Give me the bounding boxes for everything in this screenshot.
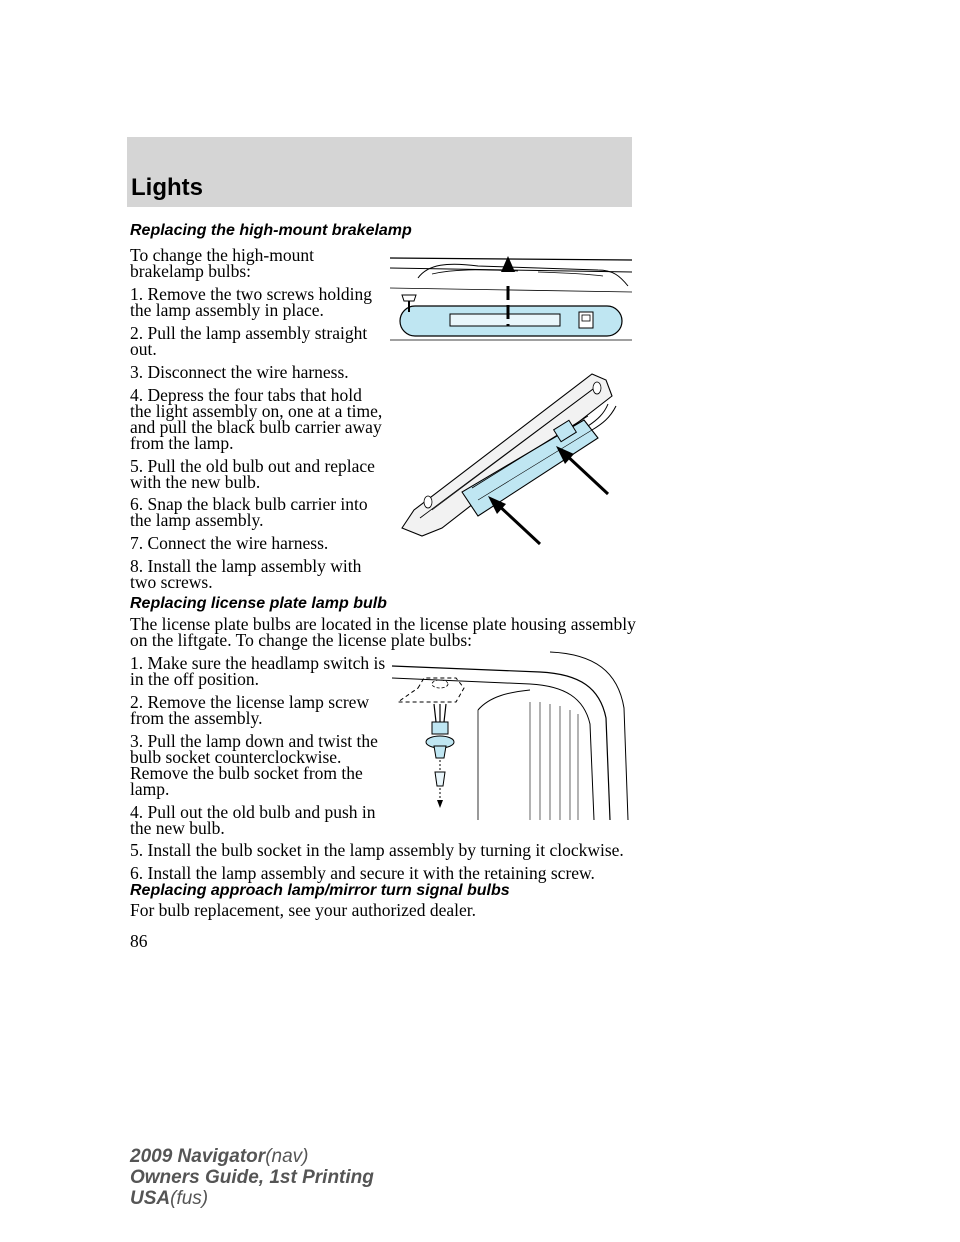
page-number: 86 <box>130 931 148 951</box>
step-5: 5. Pull the old bulb out and replace with the new bulb. <box>130 456 375 492</box>
heading-approach-lamp: Replacing approach lamp/mirror turn signal bulbs <box>130 882 510 899</box>
heading-high-mount-brakelamp: Replacing the high-mount brakelamp <box>130 222 412 239</box>
intro-brakelamp: To change the high-mount brakelamp bulbs: <box>130 245 314 281</box>
step-1: 1. Remove the two screws holding the lamp assembly in place. <box>130 284 373 320</box>
intro-license-plate: The license plate bulbs are located in the license plate housing assembly on the liftgate. To change the license plate bulbs: <box>130 614 636 650</box>
document-footer: 2009 Navigator(nav) Owners Guide, 1st Printing USA(fus) <box>130 1146 374 1209</box>
license-step-1: 1. Make sure the headlamp switch is in the off position. <box>130 653 386 689</box>
brakelamp-removal-illustration <box>388 248 634 346</box>
step-4: 4. Depress the four tabs that hold the light assembly on, one at a time, and pull the black bulb carrier away from the lamp. <box>130 385 383 453</box>
approach-lamp-text: For bulb replacement, see your authorized dealer. <box>130 900 476 920</box>
heading-license-plate-lamp: Replacing license plate lamp bulb <box>130 595 387 612</box>
license-step-6: 6. Install the lamp assembly and secure it with the retaining screw. <box>130 863 595 883</box>
step-3: 3. Disconnect the wire harness. <box>130 362 349 382</box>
section-title: Lights <box>131 174 203 201</box>
step-7: 7. Connect the wire harness. <box>130 533 329 553</box>
license-step-3: 3. Pull the lamp down and twist the bulb socket counterclockwise. Remove the bulb socket from the lamp. <box>130 731 378 799</box>
step-2: 2. Pull the lamp assembly straight out. <box>130 323 368 359</box>
license-step-2: 2. Remove the license lamp screw from the assembly. <box>130 692 370 728</box>
step-8: 8. Install the lamp assembly with two screws. <box>130 556 362 592</box>
bulb-carrier-illustration <box>392 360 622 546</box>
license-step-5: 5. Install the bulb socket in the lamp assembly by turning it clockwise. <box>130 840 624 860</box>
license-step-4: 4. Pull out the old bulb and push in the new bulb. <box>130 802 376 838</box>
step-6: 6. Snap the black bulb carrier into the lamp assembly. <box>130 494 368 530</box>
license-lamp-illustration <box>390 648 630 822</box>
